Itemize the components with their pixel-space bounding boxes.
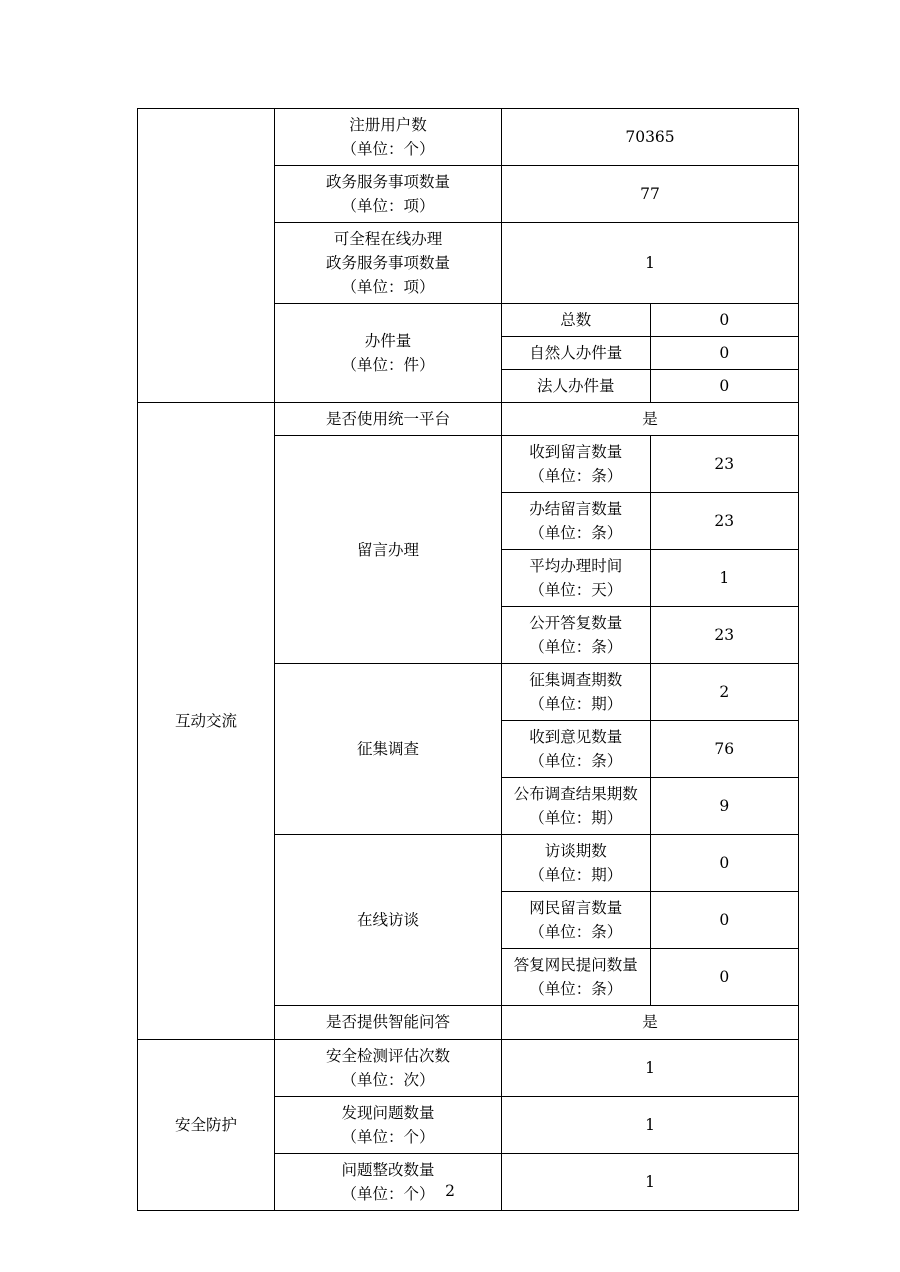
item-label: 征集调查: [356, 740, 419, 759]
value-text: 0: [719, 968, 730, 987]
value-cell: [650, 304, 799, 337]
sub-item-unit: （单位：条）: [529, 923, 623, 942]
item-label: 留言办理: [356, 540, 419, 559]
item-unit: （单位：个）: [341, 1127, 435, 1146]
value-cell: [502, 166, 799, 223]
sub-item-cell-legal-person: [502, 370, 651, 403]
page-number: 2: [445, 1182, 455, 1200]
sub-item-cell-survey-sessions: [502, 664, 651, 721]
sub-item-unit: （单位：条）: [529, 524, 623, 543]
sub-item-unit: （单位：期）: [529, 866, 623, 885]
value-text: 是: [642, 1013, 658, 1032]
item-cell-security-assessments: [275, 1039, 502, 1096]
value-text: 76: [714, 740, 735, 759]
value-text: 0: [719, 377, 730, 396]
value-cell: [650, 949, 799, 1006]
sub-item-label: 访谈期数: [544, 842, 607, 861]
value-cell: [650, 892, 799, 949]
value-cell: [502, 223, 799, 304]
item-label: 在线访谈: [356, 911, 419, 930]
value-text: 23: [714, 626, 735, 645]
value-text: 1: [719, 569, 730, 588]
item-unit: （单位：项）: [341, 197, 435, 216]
sub-item-unit: （单位：条）: [529, 980, 623, 999]
sub-item-label: 法人办件量: [536, 377, 615, 396]
sub-item-label: 总数: [560, 311, 592, 330]
sub-item-label: 征集调查期数: [529, 671, 623, 690]
sub-item-cell-total: [502, 304, 651, 337]
item-label: 办件量: [364, 332, 412, 351]
value-text: 23: [714, 455, 735, 474]
category-label: 安全防护: [174, 1115, 237, 1134]
sub-item-unit: （单位：期）: [529, 809, 623, 828]
value-text: 1: [645, 1172, 655, 1191]
value-cell: [502, 109, 799, 166]
value-cell: [502, 403, 799, 436]
item-label: 问题整改数量: [341, 1160, 435, 1179]
value-cell: [650, 664, 799, 721]
value-text: 0: [719, 344, 730, 363]
sub-item-label: 收到意见数量: [529, 728, 623, 747]
item-label: 是否使用统一平台: [325, 410, 450, 429]
value-cell: [650, 550, 799, 607]
value-cell: [650, 721, 799, 778]
item-label-line2: 政务服务事项数量: [325, 254, 450, 273]
item-cell-message-handling: [275, 436, 502, 664]
sub-item-cell-completed-messages: [502, 493, 651, 550]
item-cell-unified-platform: [275, 403, 502, 436]
sub-item-cell-published-results: [502, 778, 651, 835]
item-label: 发现问题数量: [341, 1103, 435, 1122]
value-cell: [650, 370, 799, 403]
item-unit: （单位：个）: [341, 140, 435, 159]
sub-item-cell-netizen-messages: [502, 892, 651, 949]
item-label-line1: 可全程在线办理: [333, 230, 443, 249]
item-cell-online-interview: [275, 835, 502, 1006]
sub-item-label: 自然人办件量: [529, 344, 623, 363]
report-table-container: [137, 108, 783, 1211]
sub-item-label: 公开答复数量: [529, 614, 623, 633]
sub-item-unit: （单位：天）: [529, 581, 623, 600]
value-text: 1: [645, 1115, 655, 1134]
value-cell: [650, 493, 799, 550]
table-row: [138, 403, 799, 436]
item-label: 注册用户数: [349, 116, 427, 134]
sub-item-label: 答复网民提问数量: [513, 956, 638, 975]
category-label: 互动交流: [174, 711, 237, 730]
value-text: 23: [714, 512, 735, 531]
value-text: 70365: [625, 128, 675, 146]
annual-report-table: [137, 108, 799, 1211]
value-cell: [502, 1096, 799, 1153]
sub-item-cell-natural-person: [502, 337, 651, 370]
category-cell-blank: [138, 109, 275, 403]
sub-item-unit: （单位：期）: [529, 695, 623, 714]
value-cell: [650, 607, 799, 664]
value-cell: [650, 835, 799, 892]
value-cell: [650, 337, 799, 370]
value-cell: [650, 436, 799, 493]
item-label: 安全检测评估次数: [325, 1046, 450, 1065]
sub-item-cell-received-messages: [502, 436, 651, 493]
sub-item-label: 平均办理时间: [529, 557, 623, 576]
sub-item-cell-average-time: [502, 550, 651, 607]
value-text: 0: [719, 854, 730, 873]
item-unit: （单位：次）: [341, 1070, 435, 1089]
item-label: 政务服务事项数量: [325, 173, 450, 192]
sub-item-unit: （单位：条）: [529, 638, 623, 657]
sub-item-label: 办结留言数量: [529, 500, 623, 519]
item-unit: （单位：项）: [341, 278, 435, 297]
table-row: [138, 1039, 799, 1096]
value-text: 9: [719, 797, 730, 816]
value-text: 0: [719, 311, 730, 330]
item-cell-full-online-items: [275, 223, 502, 304]
value-cell: [502, 1039, 799, 1096]
item-cell-transaction-volume: [275, 304, 502, 403]
sub-item-cell-public-replies: [502, 607, 651, 664]
item-cell-issues-found: [275, 1096, 502, 1153]
item-unit: （单位：件）: [341, 356, 435, 375]
item-unit: （单位：个）: [341, 1184, 435, 1203]
sub-item-label: 公布调查结果期数: [513, 785, 638, 804]
sub-item-cell-answered-questions: [502, 949, 651, 1006]
sub-item-unit: （单位：条）: [529, 752, 623, 771]
value-text: 2: [719, 683, 730, 702]
value-cell: [650, 778, 799, 835]
category-cell-interaction: [138, 403, 275, 1039]
value-text: 0: [719, 911, 730, 930]
sub-item-label: 网民留言数量: [529, 899, 623, 918]
sub-item-cell-opinions-received: [502, 721, 651, 778]
sub-item-label: 收到留言数量: [529, 443, 623, 462]
item-label: 是否提供智能问答: [325, 1013, 450, 1032]
value-text: 是: [642, 410, 658, 429]
item-cell-smart-qa: [275, 1006, 502, 1039]
value-text: 77: [640, 185, 660, 204]
value-text: 1: [645, 254, 655, 273]
item-cell-registered-users: [275, 109, 502, 166]
item-cell-service-items: [275, 166, 502, 223]
sub-item-unit: （单位：条）: [529, 467, 623, 486]
item-cell-survey: [275, 664, 502, 835]
value-cell: [502, 1006, 799, 1039]
table-row: [138, 109, 799, 166]
value-text: 1: [645, 1058, 655, 1077]
sub-item-cell-interview-sessions: [502, 835, 651, 892]
